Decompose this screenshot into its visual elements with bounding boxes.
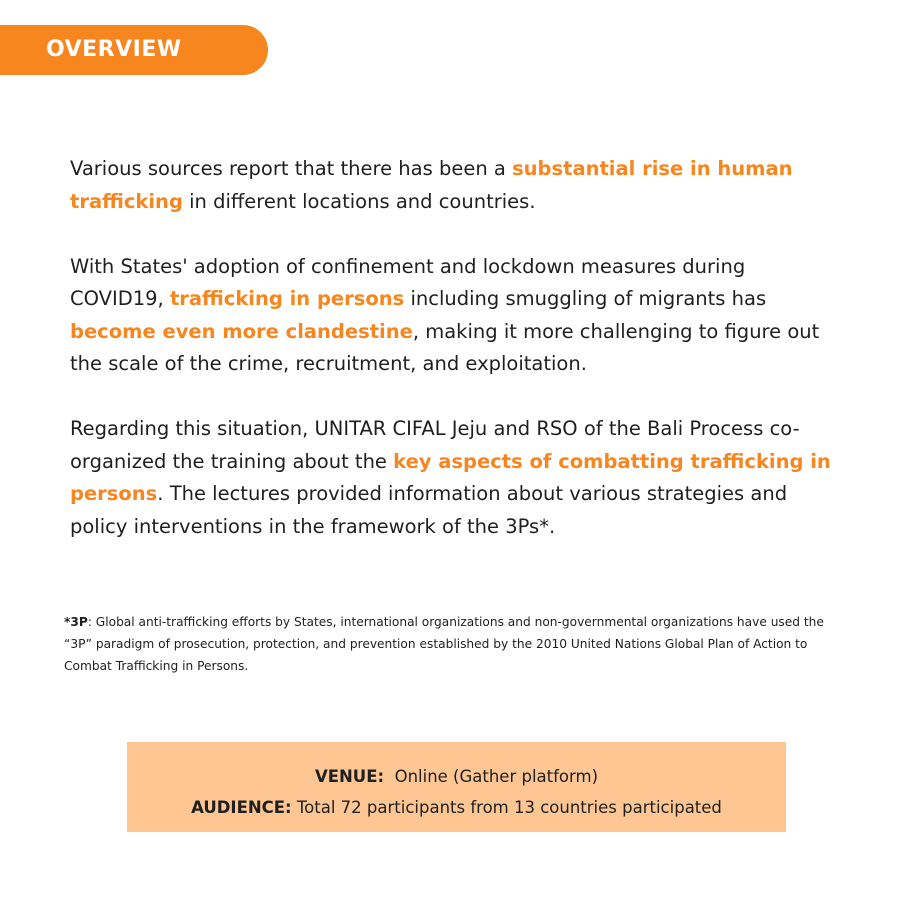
venue-value: Online (Gather platform) [394,767,599,786]
footnote-text: : Global anti-trafficking efforts by States, international organizations and non-governmental organizations have used the “3P” paradigm of prosecution, protection, and prevention established by the 2010 United Nations Global Plan of Action to Combat Trafficking in Persons. [64,615,824,673]
paragraph-2-text-1: With States' adoption of confinement and lockdown measures during COVID19, [70,254,746,310]
paragraph-2-text-2: including smuggling of migrants has [404,287,767,310]
footnote-label: *3P [64,615,88,629]
paragraph-3-text-1: Regarding this situation, UNITAR CIFAL Jeju and RSO of the Bali Process co-organized the training about the [70,417,800,473]
paragraph-3-text-2: . The lectures provided information about various strategies and policy interventions in the framework of the 3Ps*. [70,482,788,538]
paragraph-2 [70,251,840,381]
venue-line [127,761,786,792]
audience-value: Total 72 participants from 13 countries participated [296,798,722,817]
venue-label: VENUE: [314,767,385,786]
audience-label: AUDIENCE: [191,798,292,817]
paragraph-1-text-2: in different locations and countries. [182,189,536,213]
footnote [64,611,834,677]
overview-body [70,153,840,576]
paragraph-3 [70,413,840,543]
paragraph-2-text-3: , making it more challenging to figure out the scale of the crime, recruitment, and exploitation. [70,319,820,375]
paragraph-1-text-1: Various sources report that there has been a [70,157,513,180]
paragraph-1 [70,153,840,218]
audience-line [127,792,786,823]
event-info-box [127,742,786,832]
overview-tag [0,25,268,75]
paragraph-2-highlight-1: trafficking in persons [169,287,405,310]
paragraph-2-highlight-2: become even more clandestine [70,319,413,343]
paragraph-1-highlight-1: substantial rise in human trafficking [70,157,793,213]
paragraph-3-highlight-1: key aspects of combatting trafficking in persons [70,449,831,505]
overview-tag-label: OVERVIEW [46,37,182,62]
